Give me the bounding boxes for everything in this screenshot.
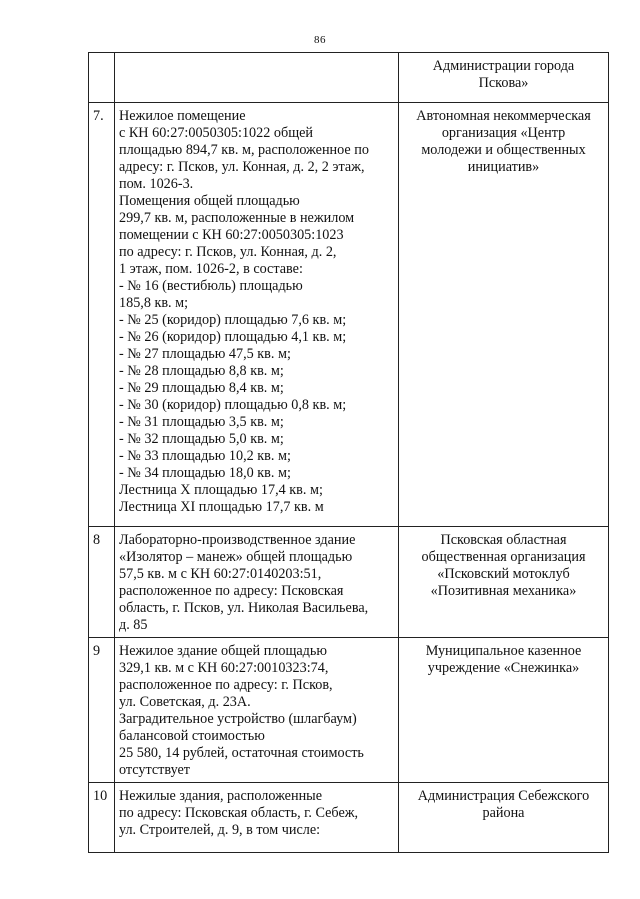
organization-name-line: учреждение «Снежинка» [427, 660, 580, 676]
property-description-line: расположенное по адресу: Псковская [119, 583, 344, 599]
row-number: 8 [93, 532, 101, 548]
property-description-line: 185,8 кв. м; [119, 295, 189, 311]
property-description-line: Лестница X площадью 17,4 кв. м; [119, 482, 323, 498]
property-description-line: - № 29 площадью 8,4 кв. м; [119, 380, 284, 396]
property-description-line: балансовой стоимостью [119, 728, 265, 744]
property-description-line: 329,1 кв. м с КН 60:27:0010323:74, [119, 660, 329, 676]
property-description-cell [115, 527, 399, 638]
organization-name-line: организация «Центр [441, 125, 566, 141]
property-description-line: область, г. Псков, ул. Николая Васильева, [119, 600, 369, 616]
organization-cell [399, 53, 609, 103]
property-description-line: помещении с КН 60:27:0050305:1023 [119, 227, 344, 243]
property-description-line: пом. 1026-3. [119, 176, 194, 192]
property-description-line: отсутствует [119, 762, 190, 778]
property-description-line: ул. Советская, д. 23А. [119, 694, 251, 710]
table-row [89, 53, 609, 103]
row-number: 9 [93, 643, 101, 659]
organization-name-line: Автономная некоммерческая [416, 108, 591, 124]
property-description-line: по адресу: Псковская область, г. Себеж, [119, 805, 359, 821]
property-description-line: - № 16 (вестибюль) площадью [119, 278, 303, 294]
property-description-line: Заградительное устройство (шлагбаум) [119, 711, 357, 727]
organization-cell [399, 527, 609, 638]
organization-cell [399, 783, 609, 853]
property-description-line: адресу: г. Псков, ул. Конная, д. 2, 2 этаж, [119, 159, 365, 175]
organization-name-line: Муниципальное казенное [425, 643, 582, 659]
row-number-cell [89, 783, 115, 853]
property-description-line: 25 580, 14 рублей, остаточная стоимость [119, 745, 364, 761]
property-description-cell [115, 783, 399, 853]
property-description-line: - № 26 (коридор) площадью 4,1 кв. м; [119, 329, 347, 345]
property-description-line: Лестница XI площадью 17,7 кв. м [119, 499, 324, 515]
property-table [88, 52, 609, 853]
organization-name-line: Псковская областная [440, 532, 567, 548]
property-description-line: площадью 894,7 кв. м, расположенное по [119, 142, 369, 158]
property-description-line: «Изолятор – манеж» общей площадью [119, 549, 353, 565]
row-number: 7. [93, 108, 104, 124]
property-description-line: расположенное по адресу: г. Псков, [119, 677, 333, 693]
property-description-line: д. 85 [119, 617, 148, 633]
property-description-line: 299,7 кв. м, расположенные в нежилом [119, 210, 355, 226]
property-description-line: - № 31 площадью 3,5 кв. м; [119, 414, 284, 430]
organization-cell [399, 638, 609, 783]
property-description-cell [115, 103, 399, 527]
row-number: 10 [93, 788, 108, 804]
property-description-line: по адресу: г. Псков, ул. Конная, д. 2, [119, 244, 337, 260]
property-description-line: Нежилое здание общей площадью [119, 643, 327, 659]
table-row [89, 783, 609, 853]
table-row [89, 638, 609, 783]
property-description-line: 57,5 кв. м с КН 60:27:0140203:51, [119, 566, 322, 582]
page-number: 86 [314, 34, 326, 46]
organization-name-line: Администрации города [432, 58, 575, 74]
property-description-line: Лабораторно-производственное здание [119, 532, 356, 548]
organization-name-line: Администрация Себежского [417, 788, 590, 804]
organization-name-line: района [482, 805, 525, 821]
property-description-line: - № 27 площадью 47,5 кв. м; [119, 346, 291, 362]
row-number-cell [89, 527, 115, 638]
organization-name-line: «Псковский мотоклуб [437, 566, 570, 582]
property-description-line: Нежилые здания, расположенные [119, 788, 322, 804]
organization-name-line: «Позитивная механика» [430, 583, 577, 599]
organization-name-line: инициатив» [467, 159, 540, 175]
property-description-line: Помещения общей площадью [119, 193, 300, 209]
table-row [89, 527, 609, 638]
organization-name-line: общественная организация [421, 549, 586, 565]
table-row [89, 103, 609, 527]
organization-cell [399, 103, 609, 527]
property-description-line: 1 этаж, пом. 1026-2, в составе: [119, 261, 303, 277]
organization-name-line: молодежи и общественных [421, 142, 586, 158]
property-description-cell [115, 53, 399, 103]
property-description-line: - № 33 площадью 10,2 кв. м; [119, 448, 291, 464]
property-description-line: - № 28 площадью 8,8 кв. м; [119, 363, 284, 379]
property-table-body [89, 53, 609, 853]
row-number-cell [89, 638, 115, 783]
organization-name-line: Пскова» [478, 75, 529, 91]
property-description-line: - № 25 (коридор) площадью 7,6 кв. м; [119, 312, 347, 328]
row-number-cell [89, 53, 115, 103]
property-description-line: - № 34 площадью 18,0 кв. м; [119, 465, 291, 481]
row-number-cell [89, 103, 115, 527]
property-description-line: - № 30 (коридор) площадью 0,8 кв. м; [119, 397, 347, 413]
property-description-cell [115, 638, 399, 783]
property-description-line: Нежилое помещение [119, 108, 246, 124]
property-description-line: с КН 60:27:0050305:1022 общей [119, 125, 314, 141]
property-description-line: ул. Строителей, д. 9, в том числе: [119, 822, 321, 838]
property-description-line: - № 32 площадью 5,0 кв. м; [119, 431, 284, 447]
